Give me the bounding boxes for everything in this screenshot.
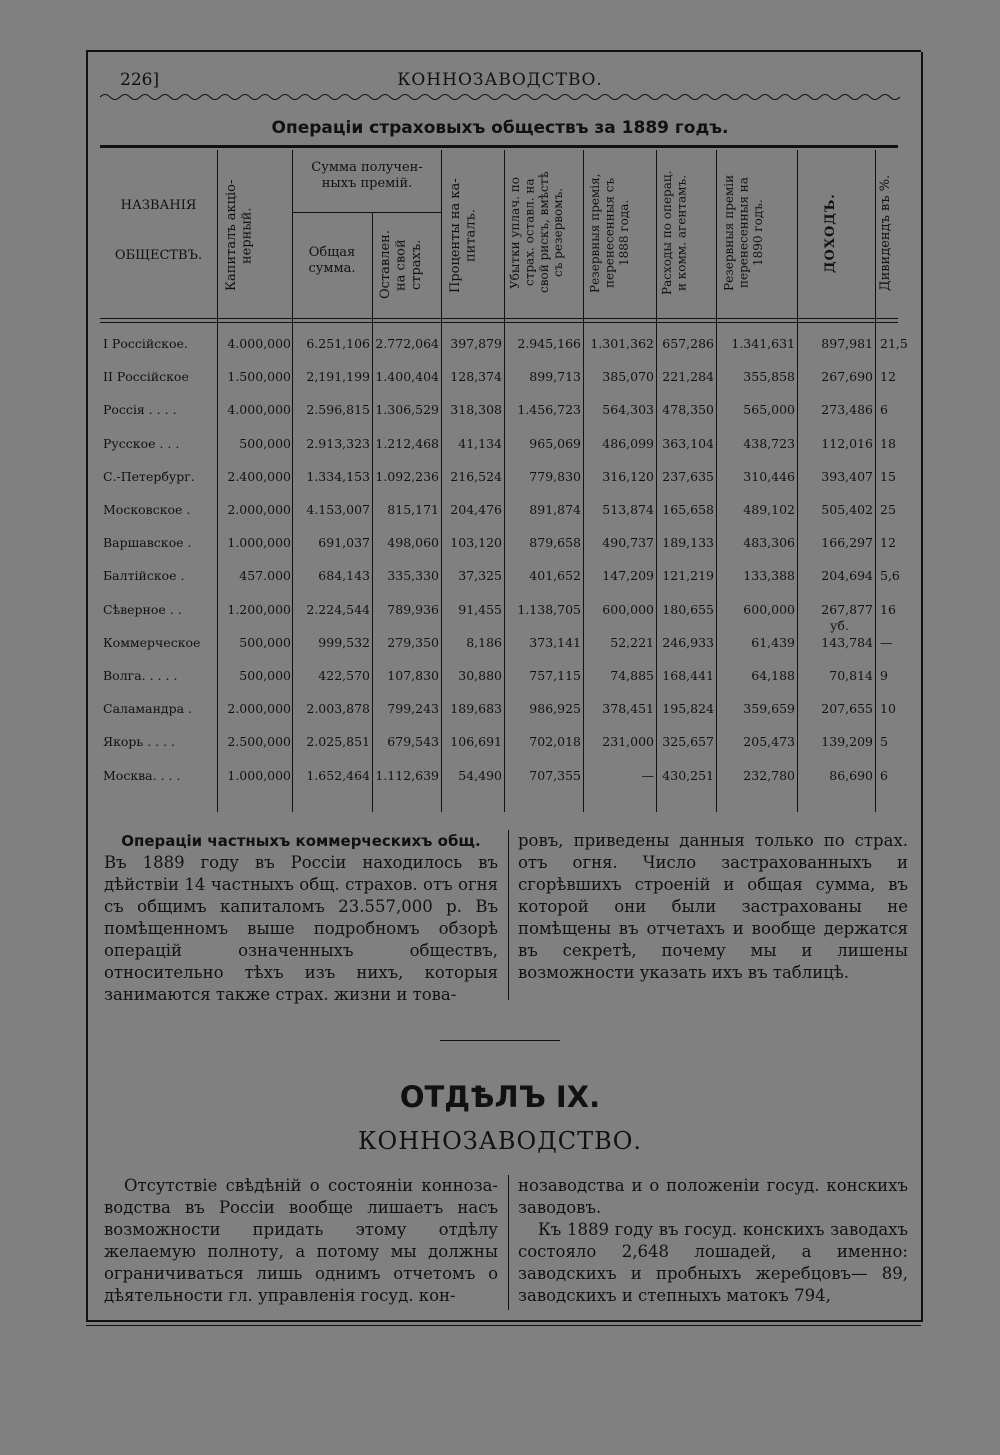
table-cell-total: 2.596,815	[306, 402, 370, 418]
header-losses: Убытки уплач. по страх. оставл. на свой рискъ, вмѣстѣ съ резервомъ.	[508, 171, 566, 294]
table-cell-res1890: 600,000	[743, 601, 795, 617]
table-cell-retained: 335,330	[387, 568, 439, 584]
table-cell-res1888: 1.301,362	[590, 336, 654, 351]
table-cell-res1888: 490,737	[602, 535, 654, 551]
col-line	[656, 150, 657, 812]
table-cell-total: 684,143	[318, 568, 370, 584]
table-cell-losses: 879,658	[529, 535, 581, 551]
header-total-sum: Общая сумма.	[308, 245, 356, 277]
table-cell-name: Московское .	[103, 502, 191, 517]
table-cell-res1888: 74,885	[610, 668, 654, 683]
table-cell-income: 143,784	[821, 634, 873, 650]
table-cell-res1888: 147,209	[602, 568, 654, 584]
table-cell-losses: 965,069	[529, 435, 581, 451]
table-cell-losses: 986,925	[529, 701, 581, 717]
table-cell-retained: 1.400,404	[375, 369, 439, 385]
table-cell-retained: 815,171	[387, 502, 439, 517]
table-cell-res1888: 385,070	[602, 369, 654, 385]
table-cell-income: 70,814	[829, 668, 873, 683]
table-cell-interest: 8,186	[466, 634, 502, 650]
table-cell-name: Русское . . .	[103, 435, 180, 451]
table-cell-capital: 1.200,000	[227, 601, 291, 617]
table-cell-res1890: 359,659	[743, 701, 795, 717]
table-cell-name: II Россійское	[103, 369, 189, 385]
table-cell-total: 4.153,007	[306, 502, 370, 517]
table-cell-name: Москва. . . .	[103, 767, 181, 783]
running-title: КОННОЗАВОДСТВО.	[397, 70, 603, 90]
table-cell-total: 2.224,544	[306, 601, 370, 617]
header-names-2: ОБЩЕСТВЪ.	[114, 248, 203, 263]
table-cell-capital: 4.000,000	[227, 336, 291, 351]
table-cell-retained: 679,543	[387, 734, 439, 750]
table-cell-name: Волга. . . . .	[103, 668, 178, 683]
private-ops-left-column	[104, 830, 498, 1006]
table-cell-total: 1.652,464	[306, 767, 370, 783]
table-cell-dividend: 6	[880, 402, 888, 418]
table-cell-losses: 2.945,166	[517, 336, 581, 351]
col-line	[504, 150, 505, 812]
table-cell-total: 2.913,323	[306, 435, 370, 451]
table-cell-expenses: 237,635	[662, 468, 714, 484]
table-cell-capital: 2.000,000	[227, 701, 291, 717]
table-cell-retained: 498,060	[387, 535, 439, 551]
table-cell-dividend: 6	[880, 767, 888, 783]
table-cell-res1890: 232,780	[743, 767, 795, 783]
table-title: Операціи страховыхъ обществъ за 1889 годъ.	[271, 118, 729, 138]
table-cell-losses: 1.456,723	[517, 402, 581, 418]
table-cell-interest: 397,879	[450, 336, 502, 351]
header-expenses: Расходы по операц. и комм. агентамъ.	[660, 170, 689, 296]
table-cell-res1888: —	[641, 767, 654, 783]
table-cell-retained: 279,350	[387, 634, 439, 650]
private-ops-right-text: ровъ, приведены данныя только по страх. отъ огня. Число застрахованныхъ и сгорѣвшихъ строеній и общая сумма, въ которой они были застрахованы не помѣщены въ отчетахъ и вообще держатся въ секретѣ, почему мы и лишены возможности указать ихъ въ таблицѣ.	[518, 831, 908, 982]
table-cell-res1888: 378,451	[602, 701, 654, 717]
table-cell-capital: 2.500,000	[227, 734, 291, 750]
table-cell-dividend: 18	[880, 435, 896, 451]
table-cell-dividend: 5	[880, 734, 888, 750]
table-cell-retained: 1.112,639	[375, 767, 439, 783]
table-cell-dividend: 15	[880, 468, 896, 484]
table-cell-income: 267,877	[821, 601, 873, 617]
table-cell-retained: 1.306,529	[375, 402, 439, 418]
table-cell-interest: 41,134	[458, 435, 502, 451]
column-separator	[508, 830, 509, 1000]
section-right-text-1: нозаводства и о положеніи госуд. конскихъ заводовъ.	[518, 1176, 908, 1217]
table-cell-dividend: 12	[880, 535, 896, 551]
table-cell-interest: 103,120	[450, 535, 502, 551]
table-cell-expenses: 165,658	[662, 502, 714, 517]
section-left-text: Отсутствіе свѣдѣній о состояніи коннозаводства въ Россіи вообще лишаетъ насъ возможности придать этому отдѣлу желаемую полноту, а потому мы должны ограничиваться лишь однимъ отчетомъ о дѣятельности гл. управленія госуд. кон-	[104, 1176, 498, 1305]
table-cell-interest: 106,691	[450, 734, 502, 750]
table-cell-capital: 500,000	[239, 668, 291, 683]
private-ops-heading: Операціи частныхъ коммерческихъ общ.	[121, 832, 481, 850]
table-cell-total: 422,570	[318, 668, 370, 683]
header-bottom-rule	[100, 318, 898, 319]
col-line	[292, 150, 293, 812]
table-cell-name: Якорь . . . .	[103, 734, 176, 750]
table-cell-expenses: 657,286	[662, 336, 714, 351]
table-cell-retained: 2.772,064	[375, 336, 439, 351]
table-cell-expenses: 430,251	[662, 767, 714, 783]
table-cell-capital: 1.000,000	[227, 535, 291, 551]
header-premium-group: Сумма получен- ныхъ премій.	[311, 160, 423, 192]
table-cell-interest: 91,455	[458, 601, 502, 617]
table-cell-dividend: 12	[880, 369, 896, 385]
table-cell-name: Саламандра .	[103, 701, 193, 717]
table-cell-income: 204,694	[821, 568, 873, 584]
table-cell-retained: 799,243	[387, 701, 439, 717]
table-cell-name: Варшавское .	[103, 535, 192, 551]
table-cell-retained: 789,936	[387, 601, 439, 617]
col-line	[217, 150, 218, 812]
header-income: ДОХОДЪ.	[823, 193, 838, 273]
table-cell-capital: 457.000	[239, 568, 291, 584]
table-cell-total: 999,532	[318, 634, 370, 650]
table-cell-retained: 1.092,236	[375, 468, 439, 484]
col-line	[372, 212, 373, 812]
table-cell-total: 6.251,106	[306, 336, 370, 351]
private-ops-left-text: Въ 1889 году въ Россіи находилось въ дѣйствіи 14 частныхъ общ. страхов. отъ огня съ общимъ капиталомъ 23.557,000 р. Въ помѣщенномъ выше подробномъ обзорѣ операцій означенныхъ обществъ, относительно тѣхъ изъ нихъ, которыя занимаются также страх. жизни и това-	[104, 853, 498, 1004]
table-cell-income: 267,690	[821, 369, 873, 385]
section-right-text-2: Къ 1889 году въ госуд. конскихъ заводахъ состояло 2,648 лошадей, а именно: заводскихъ и пробныхъ жеребцовъ— 89, заводскихъ и степныхъ матокъ 794,	[518, 1220, 908, 1305]
table-cell-expenses: 121,219	[662, 568, 714, 584]
col-line	[583, 150, 584, 812]
private-ops-right-column	[518, 830, 908, 984]
page-number: 226]	[120, 70, 160, 90]
table-cell-retained: 107,830	[387, 668, 439, 683]
table-cell-capital: 1.000,000	[227, 767, 291, 783]
table-cell-losses: 757,115	[529, 668, 581, 683]
table-cell-capital: 2.000,000	[227, 502, 291, 517]
table-cell-res1888: 316,120	[602, 468, 654, 484]
table-cell-total: 1.334,153	[306, 468, 370, 484]
table-cell-res1890: 438,723	[743, 435, 795, 451]
table-cell-interest: 318,308	[450, 402, 502, 418]
column-separator-2	[508, 1175, 509, 1310]
table-cell-income: 207,655	[821, 701, 873, 717]
section-right-column	[518, 1175, 908, 1307]
table-cell-interest: 54,490	[458, 767, 502, 783]
header-capital: Капиталъ акціо- нерный.	[224, 179, 255, 292]
table-cell-res1890: 355,858	[743, 369, 795, 385]
table-cell-interest: 128,374	[450, 369, 502, 385]
header-retained: Оставлен. на свой страхъ.	[378, 230, 425, 300]
table-cell-capital: 2.400,000	[227, 468, 291, 484]
section-left-column	[104, 1175, 498, 1307]
table-cell-expenses: 168,441	[662, 668, 714, 683]
table-cell-income: 139,209	[821, 734, 873, 750]
table-cell-res1888: 513,874	[602, 502, 654, 517]
table-cell-res1890: 1.341,631	[731, 336, 795, 351]
table-cell-res1890: 565,000	[743, 402, 795, 418]
header-interest: Проценты на ка- питалъ.	[448, 178, 479, 293]
col-line	[716, 150, 717, 812]
table-cell-expenses: 325,657	[662, 734, 714, 750]
table-cell-dividend: 5,6	[880, 568, 900, 584]
table-cell-res1888: 231,000	[602, 734, 654, 750]
col-line	[875, 150, 876, 812]
table-top-rule	[100, 145, 898, 148]
header-reserve-1888: Резервныя премія, перенесенныя съ 1888 года.	[588, 173, 631, 293]
table-cell-income: 112,016	[821, 435, 873, 451]
table-cell-losses: 1.138,705	[517, 601, 581, 617]
table-cell-expenses: 195,824	[662, 701, 714, 717]
table-cell-total: 2.025,851	[306, 734, 370, 750]
table-cell-losses: 899,713	[529, 369, 581, 385]
table-cell-interest: 189,683	[450, 701, 502, 717]
table-cell-income: 273,486	[821, 402, 873, 418]
table-cell-total: 2,191,199	[306, 369, 370, 385]
header-reserve-1890: Резервныя преміи перенесенныя на 1890 годъ.	[722, 174, 765, 292]
premium-group-rule	[292, 212, 441, 213]
section-subheading: КОННОЗАВОДСТВО.	[357, 1127, 643, 1155]
header-dividend: Дивидендъ въ %.	[878, 174, 893, 292]
table-cell-res1890: 133,388	[743, 568, 795, 584]
table-cell-name: Балтійское .	[103, 568, 185, 584]
frame-bottom-rule-thin	[86, 1325, 921, 1326]
section-divider	[440, 1040, 560, 1041]
table-cell-losses: 779,830	[529, 468, 581, 484]
table-cell-name: I Россійское.	[103, 336, 188, 351]
table-cell-expenses: 478,350	[662, 402, 714, 418]
table-cell-name: Коммерческое	[103, 634, 201, 650]
wavy-ornament-rule	[100, 92, 900, 102]
table-cell-total: 2.003,878	[306, 701, 370, 717]
table-cell-res1890: 64,188	[751, 668, 795, 683]
table-cell-expenses: 189,133	[662, 535, 714, 551]
table-cell-res1888: 486,099	[602, 435, 654, 451]
table-cell-dividend: —	[880, 634, 893, 650]
table-cell-capital: 4.000,000	[227, 402, 291, 418]
table-cell-dividend: 16	[880, 601, 896, 617]
table-cell-losses: 401,652	[529, 568, 581, 584]
table-cell-res1890: 205,473	[743, 734, 795, 750]
table-cell-name: Россія . . . .	[103, 402, 177, 418]
table-cell-expenses: 246,933	[662, 634, 714, 650]
col-line	[797, 150, 798, 812]
table-cell-res1888: 564,303	[602, 402, 654, 418]
table-cell-capital: 1.500,000	[227, 369, 291, 385]
table-cell-res1890: 489,102	[743, 502, 795, 517]
col-line	[441, 150, 442, 812]
table-cell-dividend: 10	[880, 701, 896, 717]
table-cell-income: 505,402	[821, 502, 873, 517]
table-cell-name: С.-Петербург.	[103, 468, 195, 484]
header-bottom-rule-2	[100, 322, 898, 323]
table-cell-capital: 500,000	[239, 634, 291, 650]
table-cell-name: Сѣверное . .	[103, 601, 182, 617]
table-cell-dividend: 21,5	[880, 336, 908, 351]
table-cell-expenses: 221,284	[662, 369, 714, 385]
header-names-1: НАЗВАНІЯ	[120, 198, 197, 213]
frame-top-rule	[86, 50, 921, 52]
table-cell-losses: 373,141	[529, 634, 581, 650]
table-cell-res1890: 483,306	[743, 535, 795, 551]
table-cell-losses: 707,355	[529, 767, 581, 783]
loss-note: уб.	[830, 618, 849, 633]
table-cell-dividend: 9	[880, 668, 888, 683]
table-cell-res1890: 310,446	[743, 468, 795, 484]
table-cell-expenses: 180,655	[662, 601, 714, 617]
table-cell-income: 86,690	[829, 767, 873, 783]
table-cell-losses: 891,874	[529, 502, 581, 517]
table-cell-res1888: 600,000	[602, 601, 654, 617]
table-cell-income: 393,407	[821, 468, 873, 484]
table-cell-total: 691,037	[318, 535, 370, 551]
table-cell-expenses: 363,104	[662, 435, 714, 451]
table-cell-res1888: 52,221	[610, 634, 654, 650]
table-cell-capital: 500,000	[239, 435, 291, 451]
section-heading: ОТДѢЛЪ IX.	[399, 1080, 601, 1114]
table-cell-interest: 204,476	[450, 502, 502, 517]
table-cell-income: 166,297	[821, 535, 873, 551]
table-cell-income: 897,981	[821, 336, 873, 351]
table-cell-interest: 30,880	[458, 668, 502, 683]
table-cell-interest: 216,524	[450, 468, 502, 484]
table-cell-retained: 1.212,468	[375, 435, 439, 451]
frame-bottom-rule	[86, 1320, 921, 1322]
table-cell-interest: 37,325	[458, 568, 502, 584]
table-cell-losses: 702,018	[529, 734, 581, 750]
table-cell-dividend: 25	[880, 502, 896, 517]
table-cell-res1890: 61,439	[751, 634, 795, 650]
